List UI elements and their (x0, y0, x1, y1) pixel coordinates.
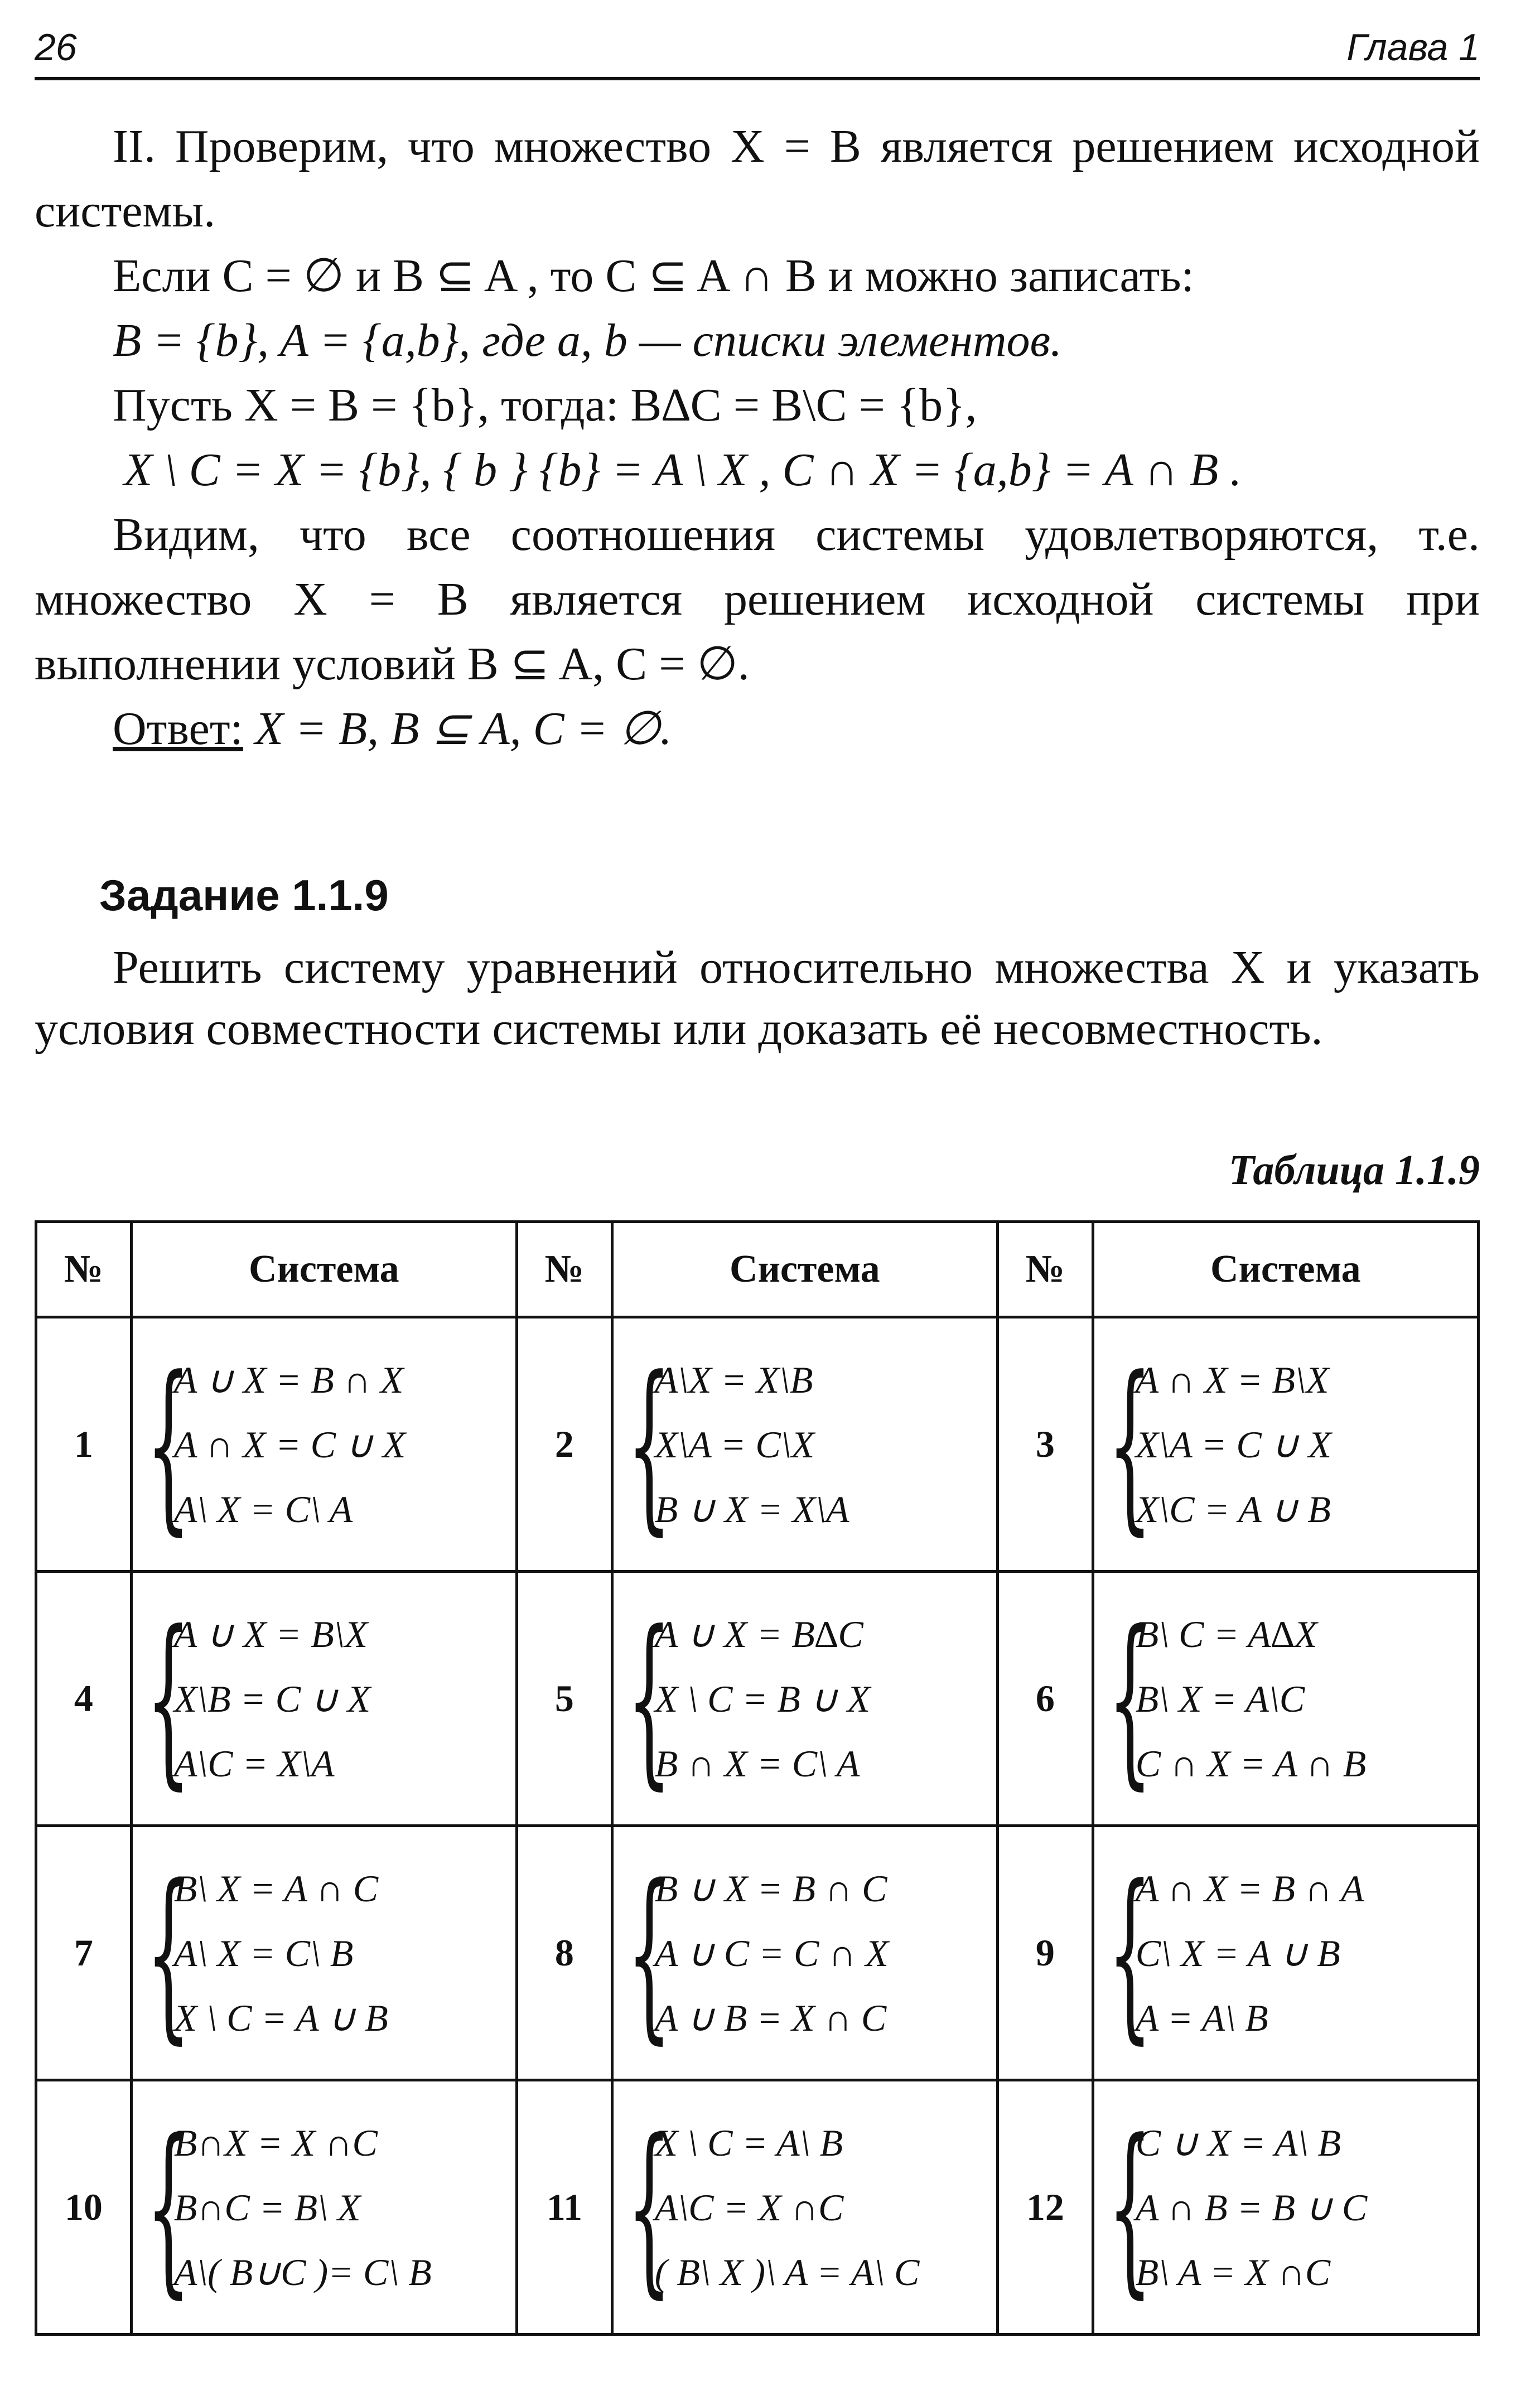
system-cell (1093, 1317, 1478, 1572)
system-number: 8 (516, 1826, 612, 2080)
equation: X\A = C ∪ X (1135, 1423, 1331, 1466)
chapter-title: Глава 1 (1346, 26, 1480, 69)
equation: B∩X = X ∩C (173, 2121, 378, 2164)
equation: A\C = X\A (173, 1742, 335, 1785)
system-cell (131, 1572, 516, 1826)
table-caption: Таблица 1.1.9 (1228, 1147, 1480, 1194)
equation: B\ X = A\C (1135, 1677, 1305, 1720)
system-cell (1093, 1572, 1478, 1826)
equation: A ∩ X = B\X (1135, 1358, 1329, 1401)
header-number: № (997, 1222, 1093, 1317)
table-row (36, 1317, 1479, 1572)
equation: A ∪ B = X ∩ C (654, 1996, 887, 2039)
answer-label: Ответ: (113, 703, 243, 755)
left-brace-icon: { (146, 2100, 191, 2315)
left-brace-icon: { (626, 1591, 672, 1806)
system-cell (131, 2080, 516, 2335)
system-number: 6 (997, 1572, 1093, 1826)
header-system: Система (1093, 1222, 1478, 1317)
running-header (35, 21, 1480, 80)
equation: C ∩ X = A ∩ B (1135, 1742, 1367, 1785)
left-brace-icon: { (626, 2100, 672, 2315)
left-brace-icon: { (1107, 1337, 1152, 1552)
answer-value: X = B, B ⊆ A, C = ∅. (243, 703, 672, 755)
system-number: 4 (36, 1572, 132, 1826)
table-row (36, 1826, 1479, 2080)
equation: A ∪ C = C ∩ X (654, 1931, 889, 1974)
paragraph-check: II. Проверим, что множество X = B является решением исходной системы. (35, 120, 1480, 237)
equation: B ∩ X = C\ A (654, 1742, 860, 1785)
system-cell (612, 1826, 997, 2080)
system-cell (612, 1572, 997, 1826)
equation: X \ C = B ∪ X (654, 1677, 871, 1720)
equation: X \ C = A\ B (654, 2121, 843, 2164)
equation: B ∪ X = B ∩ C (654, 1867, 887, 1910)
solution-text (35, 114, 1480, 761)
system-number: 7 (36, 1826, 132, 2080)
equation: A ∪ X = B∆C (654, 1612, 863, 1655)
equation: B ∪ X = X\A (654, 1487, 849, 1530)
equation: A ∩ X = C ∪ X (173, 1423, 406, 1466)
equation: X\C = A ∪ B (1135, 1487, 1331, 1530)
equation: ( B\ X )\ A = A\ C (654, 2250, 920, 2293)
equation: A\( B∪C )= C\ B (173, 2250, 432, 2293)
left-brace-icon: { (146, 1591, 191, 1806)
paragraph-conclusion: Видим, что все соотношения системы удовлетворяются, т.е. множество X = B является решением исходной системы при выполнении условий B ⊆ A, C = ∅. (35, 509, 1480, 690)
task-title: Задание 1.1.9 (99, 871, 389, 920)
equation: X \ C = A ∪ B (173, 1996, 388, 2039)
equation: B\ C = A∆X (1135, 1612, 1317, 1655)
system-number: 2 (516, 1317, 612, 1572)
left-brace-icon: { (626, 1337, 672, 1552)
system-number: 12 (997, 2080, 1093, 2335)
systems-table (35, 1220, 1480, 2336)
paragraph-condition: Если C = ∅ и B ⊆ A , то C ⊆ A ∩ B и можно записать: (113, 250, 1194, 302)
system-cell (131, 1317, 516, 1572)
equation: A ∪ X = B\X (173, 1612, 368, 1655)
equation: A\ X = C\ B (173, 1931, 354, 1974)
left-brace-icon: { (1107, 2100, 1152, 2315)
equation: C ∪ X = A\ B (1135, 2121, 1341, 2164)
system-number: 11 (516, 2080, 612, 2335)
header-system: Система (612, 1222, 997, 1317)
equation: A\ X = C\ A (173, 1487, 353, 1530)
formula-let: Пусть X = B = {b}, тогда: B∆C = B\C = {b}, (113, 379, 977, 431)
table-header-row (36, 1222, 1479, 1317)
system-number: 1 (36, 1317, 132, 1572)
equation: A ∩ X = B ∩ A (1135, 1867, 1364, 1910)
system-number: 10 (36, 2080, 132, 2335)
equation: A ∪ X = B ∩ X (173, 1358, 404, 1401)
equation: A = A\ B (1135, 1996, 1268, 2039)
equation: B\ A = X ∩C (1135, 2250, 1331, 2293)
system-cell (612, 1317, 997, 1572)
equation: A ∩ B = B ∪ C (1135, 2186, 1368, 2229)
left-brace-icon: { (146, 1337, 191, 1552)
system-number: 3 (997, 1317, 1093, 1572)
equation: B\ X = A ∩ C (173, 1867, 379, 1910)
formula-sets: B = {b}, A = {a,b}, где a, b — списки элементов. (113, 315, 1062, 366)
system-cell (131, 1826, 516, 2080)
header-number: № (516, 1222, 612, 1317)
task-statement: Решить систему уравнений относительно множества X и указать условия совместности системы или доказать её несовместность. (35, 941, 1480, 1055)
equation: B∩C = B\ X (173, 2186, 361, 2229)
equation: C\ X = A ∪ B (1135, 1931, 1340, 1974)
formula-relations: X \ C = X = {b}, { b } {b} = A \ X , C ∩ X = {a,b} = A ∩ B . (124, 444, 1242, 496)
left-brace-icon: { (146, 1846, 191, 2060)
left-brace-icon: { (1107, 1846, 1152, 2060)
table-row (36, 1572, 1479, 1826)
equation: X\A = C\X (654, 1423, 815, 1466)
system-cell (1093, 1826, 1478, 2080)
answer-line (35, 697, 1480, 761)
table-row (36, 2080, 1479, 2335)
system-cell (1093, 2080, 1478, 2335)
left-brace-icon: { (1107, 1591, 1152, 1806)
equation: X\B = C ∪ X (173, 1677, 371, 1720)
header-number: № (36, 1222, 132, 1317)
equation: A\C = X ∩C (654, 2186, 844, 2229)
system-number: 9 (997, 1826, 1093, 2080)
system-cell (612, 2080, 997, 2335)
left-brace-icon: { (626, 1846, 672, 2060)
header-system: Система (131, 1222, 516, 1317)
page-number: 26 (35, 26, 77, 69)
equation: A\X = X\B (654, 1358, 813, 1401)
system-number: 5 (516, 1572, 612, 1826)
